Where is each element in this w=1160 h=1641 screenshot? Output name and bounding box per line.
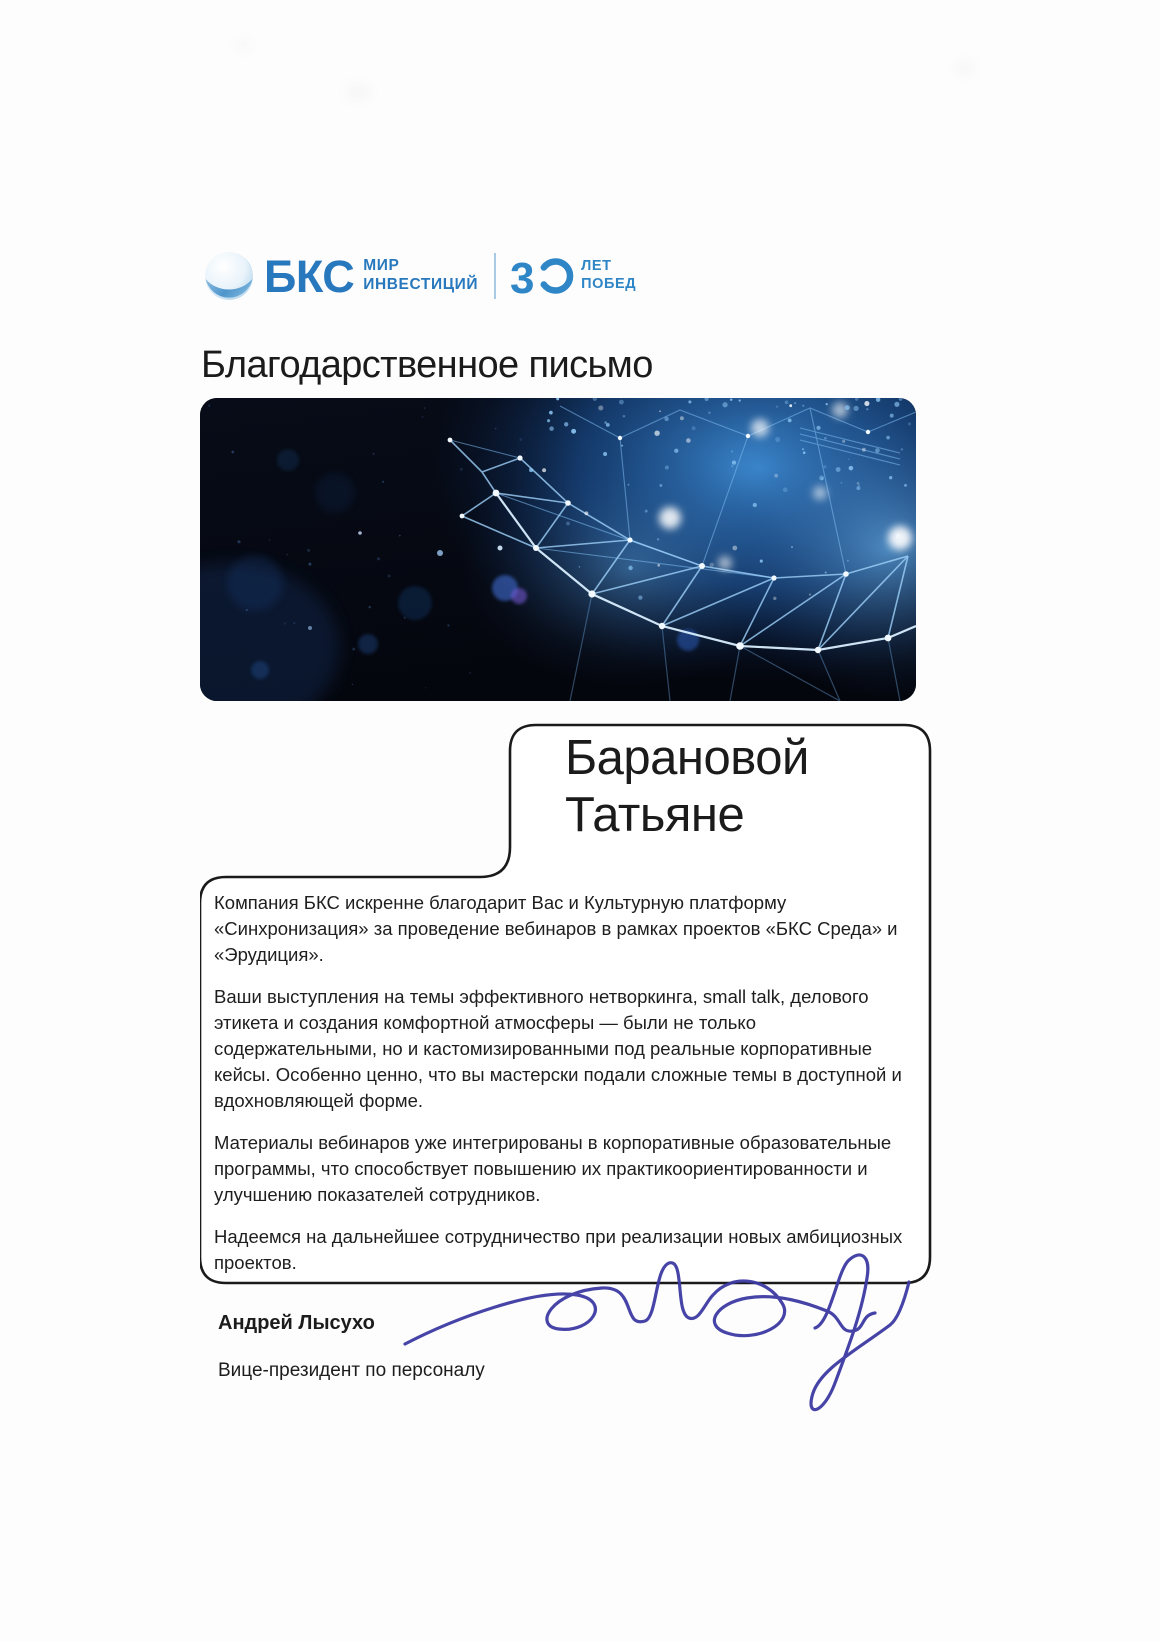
- scan-smudge: [236, 40, 250, 50]
- plexus-network-graphic: [200, 398, 916, 701]
- bks-sphere-icon: [203, 250, 255, 302]
- letter-paragraph: Ваши выступления на темы эффективного нетворкинга, small talk, делового этикета и создания комфортной атмосферы — были не только содержательными, но и кастомизированными под реальные корпоративные кейсы. Особенно ценно, что вы мастерски подали сложные темы в доступной и вдохновляющей форме.: [214, 986, 902, 1111]
- tagline-line2: ИНВЕСТИЦИЙ: [363, 276, 479, 293]
- recipient-line1: Барановой: [565, 731, 809, 785]
- recipient-line2: Татьяне: [565, 788, 745, 842]
- anniversary-30-icon: [510, 252, 576, 300]
- signature-scribble: [385, 1232, 915, 1432]
- hero-network-image: [200, 398, 916, 701]
- anniversary-line1: ЛЕТ: [581, 258, 612, 275]
- signer-role: Вице-президент по персоналу: [218, 1360, 485, 1381]
- letter-paragraph: Компания БКС искренне благодарит Вас и Культурную платформу «Синхронизация» за проведение вебинаров в рамках проектов «БКС Среда» и «Эрудиция».: [214, 892, 898, 965]
- anniversary-tagline: [581, 258, 636, 293]
- recipient-name: [565, 730, 809, 844]
- tagline-line1: МИР: [363, 257, 400, 275]
- signer-name: Андрей Лысухо: [218, 1312, 375, 1334]
- scan-smudge: [955, 62, 975, 74]
- letter-paragraph: Материалы вебинаров уже интегрированы в корпоративные образовательные программы, что способствует повышению их практикоориентированности и улучшению показателей сотрудников.: [214, 1132, 892, 1205]
- anniversary-digit: 3: [510, 254, 535, 300]
- bks-logo: [203, 247, 636, 305]
- logo-divider: [494, 253, 496, 299]
- letter-paragraph: Надеемся на дальнейшее сотрудничество при реализации новых амбициозных проектов.: [214, 1226, 903, 1273]
- scan-smudge: [345, 85, 371, 99]
- brand-text: БКС: [264, 250, 355, 302]
- anniversary-line2: ПОБЕД: [581, 276, 637, 292]
- anniversary-mark: [510, 252, 636, 300]
- page-title: Благодарственное письмо: [201, 344, 653, 386]
- logo-tagline: [363, 257, 478, 295]
